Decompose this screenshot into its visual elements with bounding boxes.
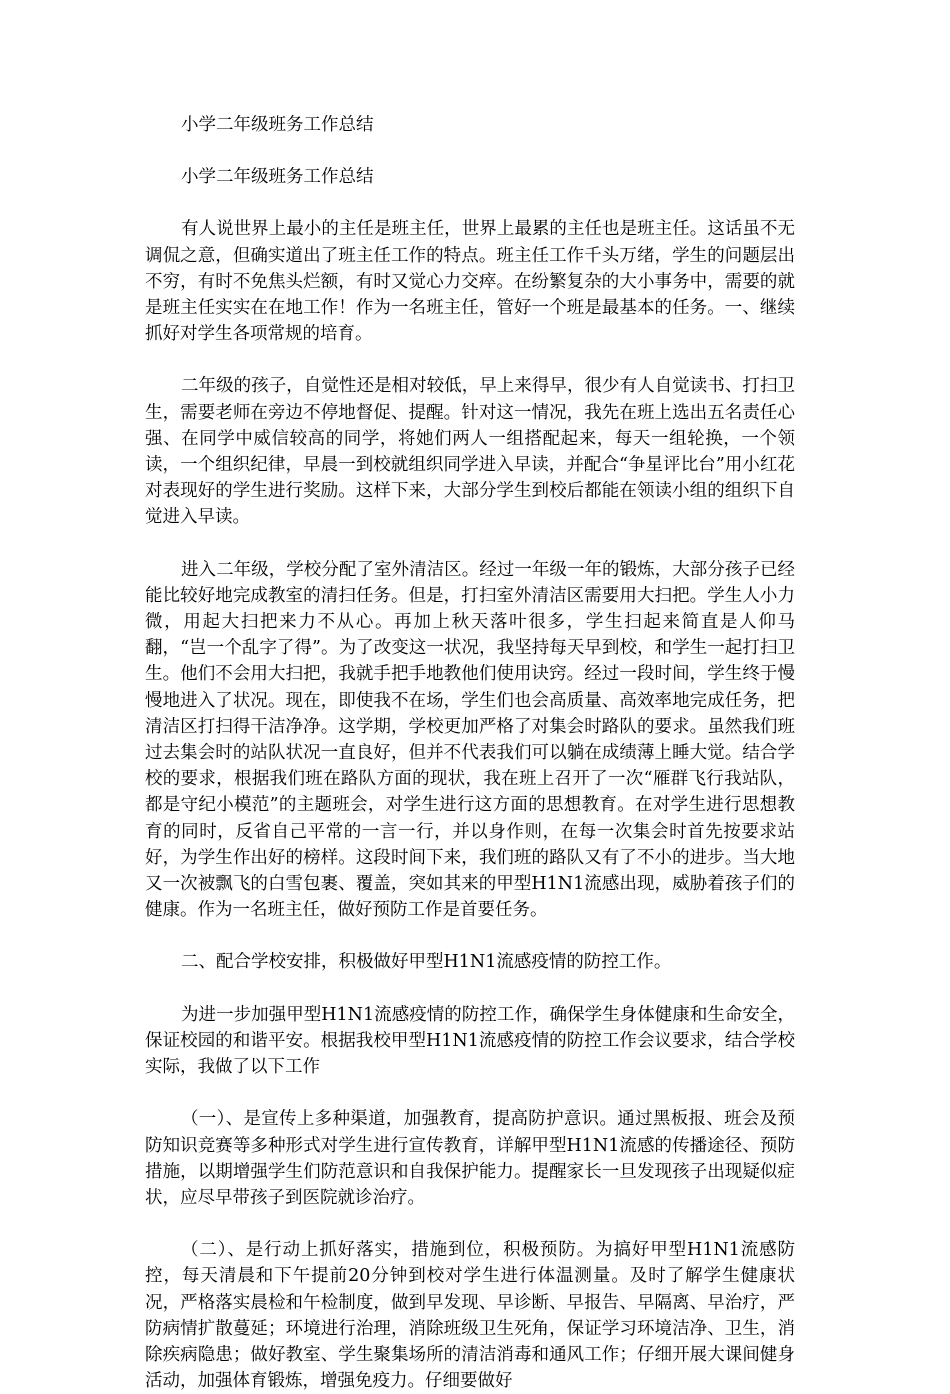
document-title: 小学二年级班务工作总结 (181, 115, 374, 135)
paragraph-morning-reading: 二年级的孩子，自觉性还是相对较低，早上来得早，很少有人自觉读书、打扫卫生，需要老师在旁边不停地督促、提醒。针对这一情况，我先在班上选出五名责任心强、在同学中威信较高的同学，将她们两人一组搭配起来，每天一组轮换，一个领读，一个组织纪律，早晨一到校就组织同学进入早读，并配合“争星评比台”用小红花对表现好的学生进行奖励。这样下来，大部分学生到校后都能在领读小组的组织下自觉进入早读。 (145, 376, 795, 528)
section-two-heading: 二、配合学校安排，积极做好甲型H1N1流感疫情的防控工作。 (181, 952, 672, 973)
paragraph-intro: 有人说世界上最小的主任是班主任，世界上最累的主任也是班主任。这话虽不无调侃之意，但确实道出了班主任工作的特点。班主任工作千头万绪，学生的问题层出不穷，有时不免焦头烂额，有时又觉心力交瘁。在纷繁复杂的大小事务中，需要的就是班主任实实在在地工作！作为一名班主任，管好一个班是最基本的任务。一、继续抓好对学生各项常规的培育。 (145, 219, 795, 345)
list-item-action: （二）、是行动上抓好落实，措施到位，积极预防。为搞好甲型H1N1流感防控，每天清晨和下午提前20分钟到校对学生进行体温测量。及时了解学生健康状况，严格落实晨检和午检制度，做到早发现、早诊断、早报告、早隔离、早治疗，严防病情扩散蔓延；环境进行治理，消除班级卫生死角，保证学习环境洁净、卫生，消除疾病隐患；做好教室、学生聚集场所的清洁消毒和通风工作；仔细开展大课间健身活动，加强体育锻炼，增强免疫力。仔细要做好 (145, 1240, 795, 1392)
list-item-publicity: （一）、是宣传上多种渠道，加强教育，提高防护意识。通过黑板报、班会及预防知识竞赛等多种形式对学生进行宣传教育，详解甲型H1N1流感的传播途径、预防措施，以期增强学生们防范意识和自我保护能力。提醒家长一旦发现孩子出现疑似症状，应尽早带孩子到医院就诊治疗。 (145, 1109, 795, 1208)
document-subtitle: 小学二年级班务工作总结 (181, 167, 374, 188)
section-two-intro: 为进一步加强甲型H1N1流感疫情的防控工作，确保学生身体健康和生命安全，保证校园的和谐平安。根据我校甲型H1N1流感疫情的防控工作会议要求，结合学校实际，我做了以下工作 (145, 1004, 795, 1078)
paragraph-cleaning-and-lineup: 进入二年级，学校分配了室外清洁区。经过一年级一年的锻炼，大部分孩子已经能比较好地完成教室的清扫任务。但是，打扫室外清洁区需要用大扫把。学生人小力微，用起大扫把来力不从心。再加上秋天落叶很多，学生扫起来简直是人仰马翻，“岂一个乱字了得”。为了改变这一状况，我坚持每天早到校，和学生一起打扫卫生。他们不会用大扫把，我就手把手地教他们使用诀窍。经过一段时间，学生终于慢慢地进入了状况。现在，即使我不在场，学生们也会高质量、高效率地完成任务，把清洁区打扫得干洁净净。这学期，学校更加严格了对集会时路队的要求。虽然我们班过去集会时的站队状况一直良好，但并不代表我们可以躺在成绩薄上睡大觉。结合学校的要求，根据我们班在路队方面的现状，我在班上召开了一次“雁群飞行我站队，都是守纪小模范”的主题班会，对学生进行这方面的思想教育。在对学生进行思想教育的同时，反省自己平常的一言一行，并以身作则，在每一次集会时首先按要求站好，为学生作出好的榜样。这段时间下来，我们班的路队又有了不小的进步。当大地又一次被飘飞的白雪包裹、覆盖，突如其来的甲型H1N1流感出现，威胁着孩子们的健康。作为一名班主任，做好预防工作是首要任务。 (145, 559, 795, 921)
